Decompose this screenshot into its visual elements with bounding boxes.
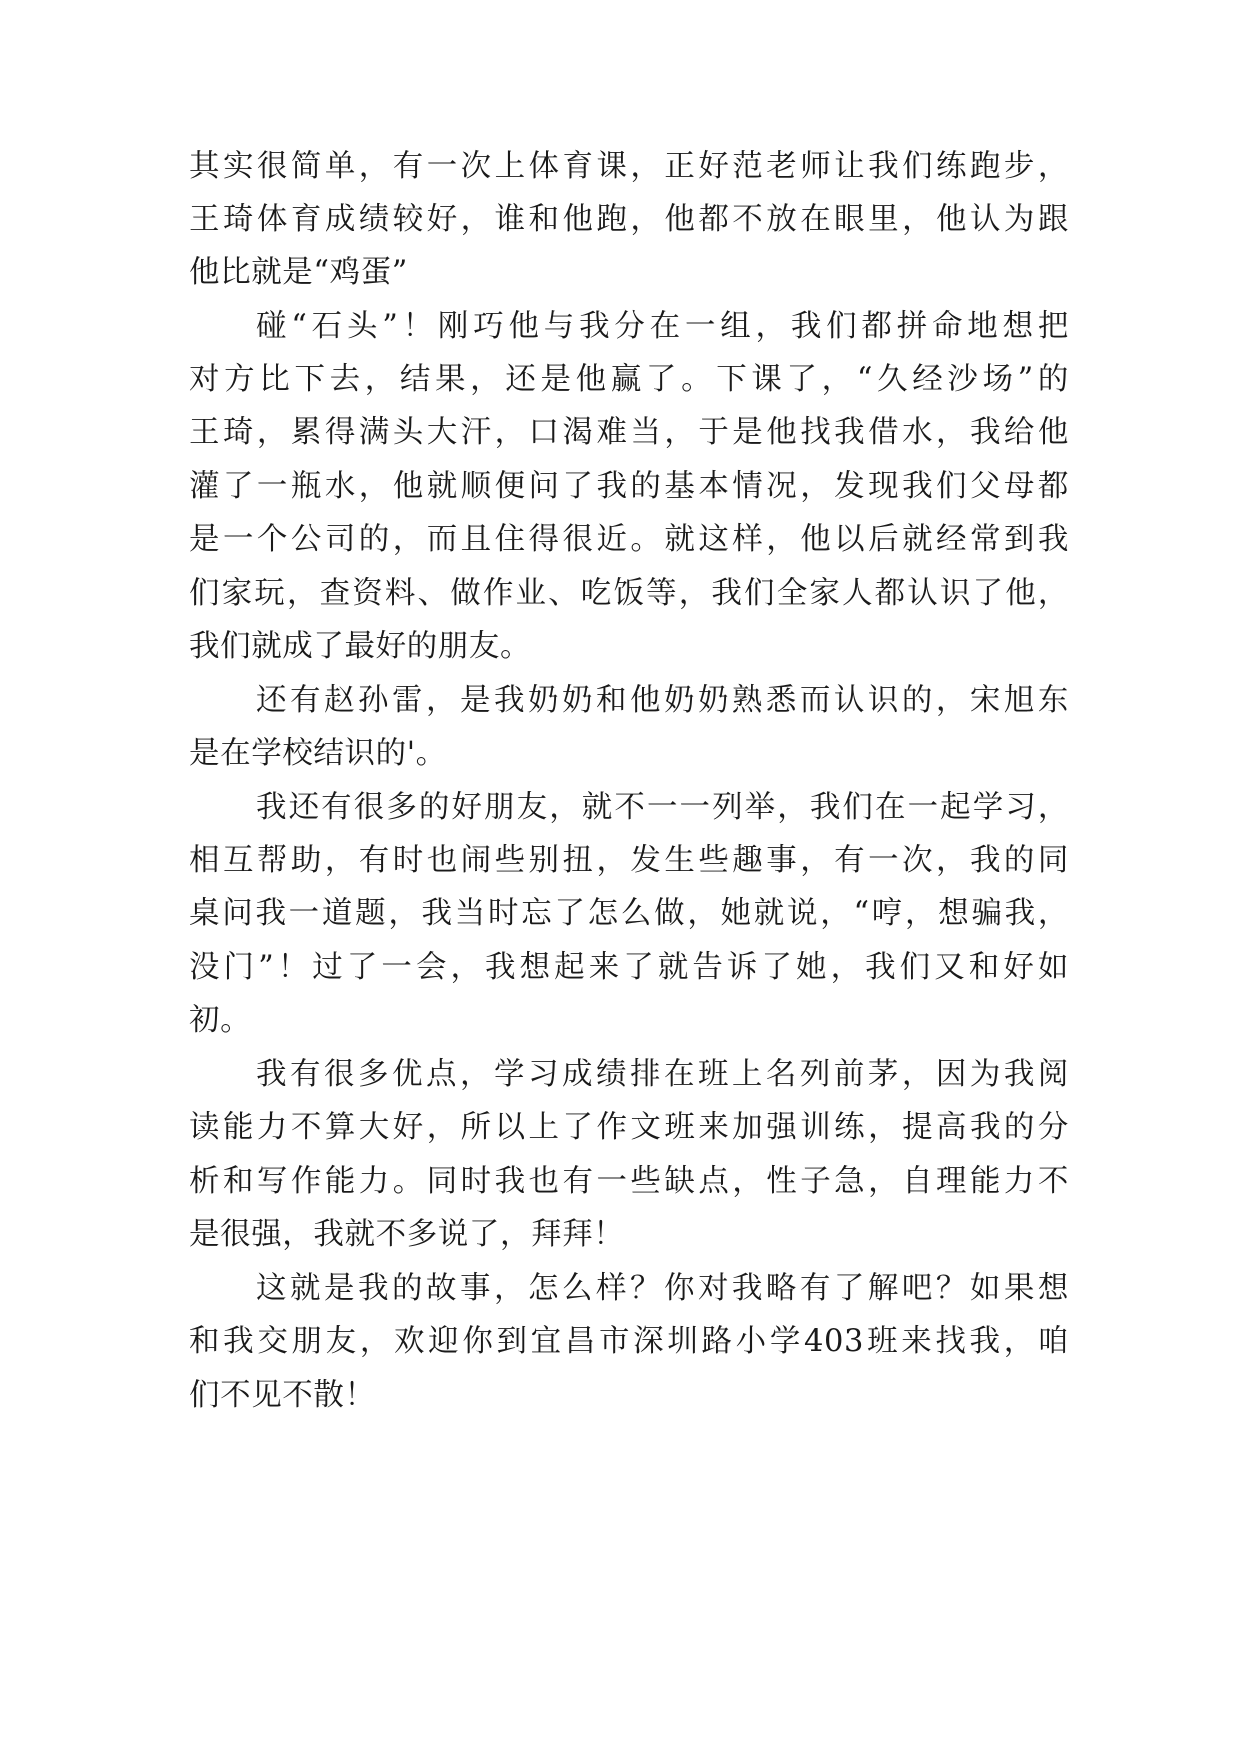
text-line: 我还有很多的好朋友，就不一一列举，我们在一起学习， <box>256 790 1069 825</box>
text-line: 桌问我一道题，我当时忘了怎么做，她就说，“哼，想骗我， <box>189 896 1069 931</box>
text-line: 是很强，我就不多说了，拜拜！ <box>189 1217 625 1252</box>
text-line: 没门”！过了一会，我想起来了就告诉了她，我们又和好如 <box>189 950 1069 985</box>
text-line: 是在学校结识的'。 <box>189 736 447 771</box>
text-line: 灌了一瓶水，他就顺便问了我的基本情况，发现我们父母都 <box>189 469 1069 504</box>
text-line: 他比就是“鸡蛋” <box>189 255 408 290</box>
text-line: 王琦体育成绩较好，谁和他跑，他都不放在眼里，他认为跟 <box>189 202 1069 237</box>
text-line: 碰“石头”！刚巧他与我分在一组，我们都拼命地想把 <box>256 309 1069 344</box>
text-line: 是一个公司的，而且住得很近。就这样，他以后就经常到我 <box>189 522 1069 557</box>
text-line: 我有很多优点，学习成绩排在班上名列前茅，因为我阅 <box>256 1057 1069 1092</box>
text-line: 还有赵孙雷，是我奶奶和他奶奶熟悉而认识的，宋旭东 <box>256 683 1069 718</box>
text-line: 和我交朋友，欢迎你到宜昌市深圳路小学403班来找我，咱 <box>189 1324 1069 1359</box>
text-line: 王琦，累得满头大汗，口渴难当，于是他找我借水，我给他 <box>189 415 1069 450</box>
text-line: 这就是我的故事，怎么样？你对我略有了解吧？如果想 <box>256 1271 1069 1306</box>
text-line: 读能力不算大好，所以上了作文班来加强训练，提高我的分 <box>189 1110 1069 1145</box>
text-line: 析和写作能力。同时我也有一些缺点，性子急，自理能力不 <box>189 1164 1069 1199</box>
text-line: 们不见不散！ <box>189 1378 376 1413</box>
text-line: 初。 <box>189 1003 252 1038</box>
text-line: 其实很简单，有一次上体育课，正好范老师让我们练跑步， <box>189 149 1069 184</box>
text-line: 我们就成了最好的朋友。 <box>189 629 532 664</box>
text-line: 相互帮助，有时也闹些别扭，发生些趣事，有一次，我的同 <box>189 843 1069 878</box>
text-line: 们家玩，查资料、做作业、吃饭等，我们全家人都认识了他， <box>189 576 1069 611</box>
text-line: 对方比下去，结果，还是他赢了。下课了，“久经沙场”的 <box>189 362 1069 397</box>
